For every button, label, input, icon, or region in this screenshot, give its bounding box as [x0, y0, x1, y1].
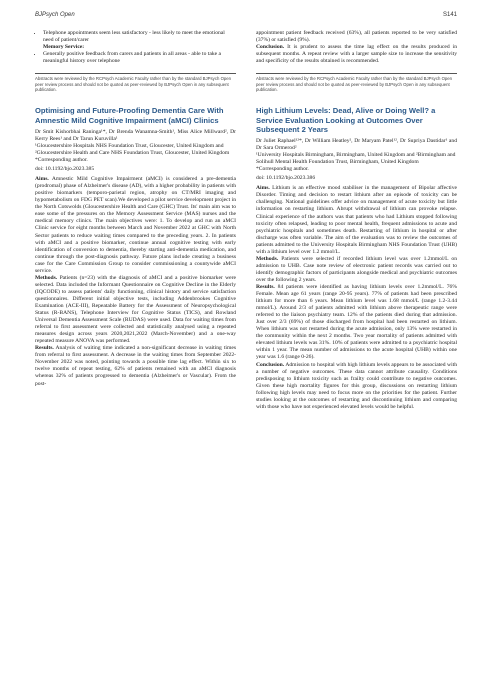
review-note: Abstracts were reviewed by the RCPsych Academic Faculty rather than by the standard BJPsych Open peer review process and should not be quoted as peer-reviewed by BJPsych Open in any subsequent publication. [256, 76, 453, 93]
right-column [256, 30, 457, 411]
divider [35, 73, 236, 74]
article-title: High Lithium Levels: Dead, Alive or Doing Well? a Service Evaluation Looking at Outcomes Over Subsequent 2 Years [256, 106, 436, 134]
methods-label: Methods. [35, 274, 58, 281]
conclusion-label: Conclusion. [256, 44, 285, 51]
results-text: 84 patients were identified as having lithium levels over 1.2mmol/L. 76% Female. Mean age 61 years (range 20-95 years). 77% of patients had been prescribed lithium for more than 6 years. Mean lithium level was 1.68 mmol/L (range 1.2-3.44 mmol/L). Around 2/3 of patients admitted with lithium above therapeutic range were referred to the liaison psychiatry team. 12% of the patients died during that admission. Just over 2/3 (69%) of those discharged from hospital had been restarted on lithium. When lithium was not restarted during the acute admission, only 13% were restarted in the community within the next 2 months. Two year mortality of patients admitted with elevated lithium levels was 31%. 10% of patients were admitted to a psychiatric hospital within 1 year. The mean number of admissions to the acute hospital (UHB) within one year was 1.6 (range 0-26). [256, 284, 457, 361]
conclusion-paragraph-2 [256, 362, 457, 411]
results-label: Results. [35, 345, 54, 352]
methods-paragraph [256, 256, 457, 284]
methods-text: Patients (n=23) with the diagnosis of aMCI and a positive biomarker were selected. Data included the Informant Questionnaire on Cognitive Decline in the Elderly (IQCODE) to assess patients' daily functioning, clinical history and service satisfaction questionnaires. Different initial objective tests, including Addenbrookes Cognitive Examination (ACE-III), Repeatable Battery for the Assessment of Neuropsychological Status (R-BANS), Telephone Interview for Cognitive Status (TICS), and Rowland Universal Dementia Assessment Scale (RUDAS) were used. Data for waiting times from referral to first assessment were collected and statistically analysed using a repeated measures design across years 2020,2021,2022 (March-November) and a one-way repeated measure ANOVA was performed. [35, 274, 236, 345]
aims-paragraph [256, 185, 457, 255]
results-paragraph [35, 345, 236, 387]
conclusion-paragraph [256, 44, 457, 65]
conclusion-text: It is prudent to assess the time lag effect on the results produced in subsequent months. A repeat review with a larger sample size to increase the sensitivity and specificity of the results obtained is recommended. [256, 44, 457, 65]
authors: Dr Juliet Raphael¹²*, Dr William Heatley², Dr Maryam Patel¹², Dr Supriya Dastidar¹ and Dr Sara Ormerod² [256, 138, 457, 152]
aims-text: Lithium is an effective mood stabiliser in the management of Bipolar affective Disorder. Timing and decision to restart lithium after an episode of toxicity can be challenging. National guidelines offer advice on management of acute toxicity but little information on restarting lithium. Abrupt withdrawal of lithium can provoke relapse. Clinical experience of the authors was that patients who had Lithium stopped following toxicity often relapsed, leading to poor mental health, frequent admissions to acute and psychiatric hospitals and sometimes death. Restarting of lithium in hospital or after discharge was often variable. The aim of the evaluation was to review the outcomes of patients admitted to the University Hospitals Birmingham NHS Foundation Trust (UHB) with a lithium level over 1.2 mmol/L. [256, 185, 457, 255]
bullet-item: • Telephone appointments seem less satisfactory - less likely to meet the emotional need of patient/carer [43, 30, 236, 44]
affiliations: ¹Gloucestershire Hospitals NHS Foundation Trust, Gloucester, United Kingdom and ²Gloucestershire Health and Care NHS Foundation Trust, Gloucester, United Kingdom [35, 142, 230, 156]
bullet-list-1 [35, 30, 236, 44]
methods-paragraph [35, 275, 236, 345]
conclusion-text: Admission to hospital with high lithium levels appears to be associated with a number of negative outcomes. These data cannot attribute causality. Conditions predisposing to lithium toxicity such as frailty could contribute to negative outcomes. Given these high mortality figures for this group, discussions on restarting lithium following high levels may need to focus more on the priorities for the patient. Further studies looking at the outcomes of restarting and discontinuing lithium and comparing with those who have not experienced elevated levels would be helpful. [256, 361, 457, 410]
affiliations: ¹University Hospitals Birmingham, Birmingham, United Kingdom and ²Birmingham and Solihull Mental Health Foundation Trust, Birmingham, United Kingdom [256, 152, 456, 166]
authors: Dr Smit Kishorbhai Raninga¹*, Dr Brenda Wanamna-Smith¹, Miss Alice Millward², Dr Kerry Rees¹ and Dr Tarun Kuruvilla¹ [35, 128, 236, 142]
bullet-item: • Generally positive feedback from carers and patients in all areas - able to take a meaningful history over telephone [43, 51, 236, 65]
corresponding-author: *Corresponding author. [35, 157, 88, 164]
results-text: Analysis of waiting time indicated a non-significant decrease in waiting times from referral to first assessment. A decrease in the waiting times from September 2022-November 2022 was noted, pointing towards a possible time lag effect. Within six to twelve months of repeat testing, 62% of patients remained with an aMCI diagnosis whereas 32% of patients progressed to dementia (Alzheimer's or Vascular). From the post- [35, 345, 236, 387]
continued-text: appointment patient feedback received (63%), all patients reported to be very satisfied (37%) or satisfied (9%). [256, 30, 457, 44]
left-column [35, 30, 236, 388]
memory-service-heading: Memory Service: [43, 44, 85, 51]
doi: doi: 10.1192/bjo.2023.385 [35, 166, 95, 173]
divider [256, 73, 457, 74]
aims-label: Aims. [35, 176, 49, 183]
journal-name: BJPsych Open [35, 12, 75, 18]
bullet-list-2 [35, 51, 236, 65]
aims-paragraph [35, 176, 236, 275]
article-title: Optimising and Future-Proofing Dementia Care With Amnestic Mild Cognitive Impairment (aMCI) Clinics [35, 106, 224, 125]
methods-text: Patients were selected if recorded lithium level was over 1.2mmol/L on admission to UHB. Case note review of electronic patient records was carried out to identify demographic factors of participants alongside medical and psychiatric outcomes over the following 2 years. [256, 255, 457, 283]
page-number: S141 [442, 12, 457, 18]
aims-text: Amnestic Mild Cognitive Impairment (aMCI) is considered a pre-dementia (prodromal) phase of Alzheimer's disease (AD), with a higher probability in patients with positive biomarkers (temporo-parietal region, atrophy on CT/MRI imaging and hypometabolism on FDG PET scan).We developed a pilot service development project in the North Cotswolds (Gloucestershire Health and Care (GHC) Trust. Its' main aim was to ease some of the pressures on the Memory Assessment Service (MAS) nurses and the medical memory clinics. The main objectives were: 1. To develop and run an aMCI Clinic service for eight months between March and November 2022 at GHC with North Sector patients to reduce waiting times compared to the preceding years. 2. In patients with aMCI and a positive biomarker, continue annual cognitive testing with early identification of conversion to dementia, thereby starting anti-dementia medication, and continue through the post-diagnosis pathway. Future plans include creating a business case for the Care Commission Group to consider commissioning a countywide aMCI service. [35, 176, 236, 274]
conclusion-label: Conclusion. [256, 361, 285, 368]
aims-label: Aims. [256, 185, 270, 192]
results-label: Results. [256, 284, 275, 290]
doi: doi: 10.1192/bjo.2023.386 [256, 175, 316, 182]
methods-label: Methods. [256, 255, 279, 262]
results-paragraph [256, 284, 457, 362]
review-note: Abstracts were reviewed by the RCPsych Academic Faculty rather than by the standard BJPsych Open peer review process and should not be quoted as peer-reviewed by BJPsych Open in any subsequent publication. [35, 76, 232, 93]
corresponding-author: *Corresponding author. [256, 166, 309, 173]
